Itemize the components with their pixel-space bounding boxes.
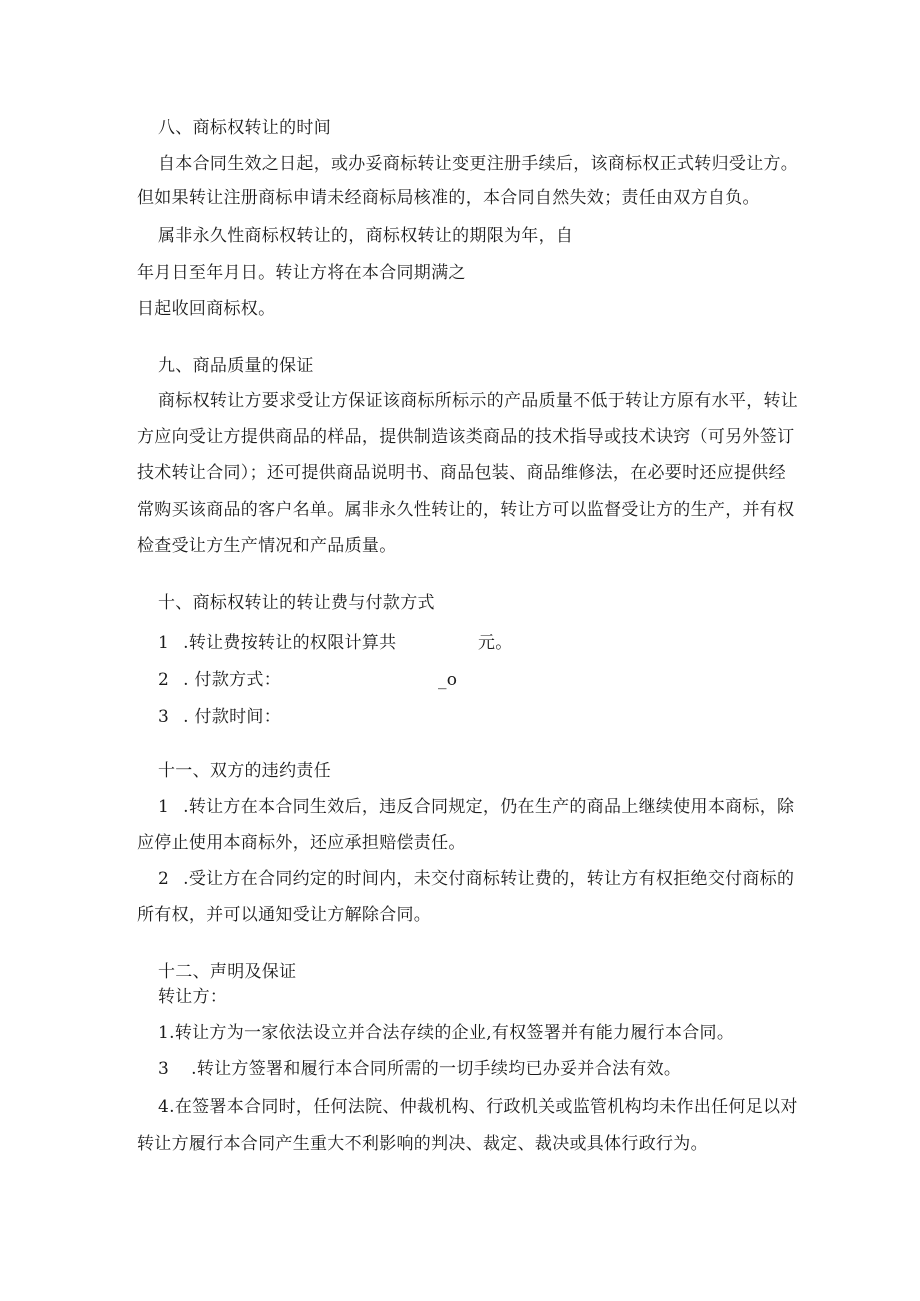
item-text: . 付款方式： (183, 670, 282, 690)
section-8-heading: 八、商标权转让的时间 (158, 118, 331, 138)
item-number: 1 (158, 633, 170, 653)
item-text: .转让方签署和履行本合同所需的一切手续均已办妥并合法有效。 (191, 1059, 682, 1079)
section-11-item1-line1 (158, 796, 794, 818)
section-8-para2-line1: 属非永久性商标权转让的，商标权转让的期限为年，自 (158, 226, 574, 246)
section-12-item3 (158, 1058, 681, 1080)
section-12-item1: 1.转让方为一家依法设立并合法存续的企业,有权签署并有能力履行本合同。 (158, 1023, 735, 1043)
section-10-item1 (158, 632, 396, 654)
item-number: 2 (158, 670, 170, 690)
section-9-heading: 九、商品质量的保证 (158, 356, 314, 376)
section-8-para2-line3: 日起收回商标权。 (137, 299, 276, 319)
section-10-item1-suffix: 元。 (478, 633, 513, 653)
section-9-line2: 方应向受让方提供商品的样品，提供制造该类商品的技术指导或技术诀窍（可另外签订 (137, 427, 795, 447)
section-12-heading: 十二、声明及保证 (158, 962, 297, 982)
item-number: 2 (158, 869, 170, 889)
section-11-item1-line2: 应停止使用本商标外，还应承担赔偿责任。 (137, 833, 466, 853)
section-9-line5: 检查受让方生产情况和产品质量。 (137, 536, 397, 556)
item-text: .转让费按转让的权限计算共 (183, 633, 397, 653)
item-text: . 付款时间： (183, 707, 282, 727)
section-8-para2-line2: 年月日至年月日。转让方将在本合同期满之 (137, 263, 466, 283)
section-10-heading: 十、商标权转让的转让费与付款方式 (158, 593, 435, 613)
section-8-para1-line1: 自本合同生效之日起，或办妥商标转让变更注册手续后，该商标权正式转归受让方。 (158, 154, 799, 174)
section-12-party-label: 转让方： (158, 987, 228, 1007)
section-9-line1: 商标权转让方要求受让方保证该商标所标示的产品质量不低于转让方原有水平，转让 (158, 391, 799, 411)
section-10-item3 (158, 706, 281, 728)
section-12-item4-line1: 4.在签署本合同时，任何法院、仲裁机构、行政机关或监管机构均未作出任何足以对 (158, 1097, 798, 1117)
item-text: .转让方在本合同生效后，违反合同规定，仍在生产的商品上继续使用本商标，除 (183, 797, 795, 817)
section-12-item4-line2: 转让方履行本合同产生重大不利影响的判决、裁定、裁决或具体行政行为。 (137, 1134, 708, 1154)
section-9-line4: 常购买该商品的客户名单。属非永久性转让的，转让方可以监督受让方的生产，并有权 (137, 500, 795, 520)
section-8-para1-line2: 但如果转让注册商标申请未经商标局核准的，本合同自然失效；责任由双方自负。 (137, 188, 760, 208)
item-number: 3 (158, 707, 170, 727)
item-text: .受让方在合同约定的时间内，未交付商标转让费的，转让方有权拒绝交付商标的 (183, 869, 795, 889)
section-10-item2-suffix: _o (438, 670, 458, 690)
section-11-heading: 十一、双方的违约责任 (158, 761, 331, 781)
item-number: 3 (158, 1059, 170, 1079)
section-10-item2 (158, 669, 281, 691)
section-9-line3: 技术转让合同）；还可提供商品说明书、商品包装、商品维修法，在必要时还应提供经 (137, 463, 786, 483)
section-11-item2-line2: 所有权，并可以通知受让方解除合同。 (137, 905, 432, 925)
item-number: 1 (158, 797, 170, 817)
section-11-item2-line1 (158, 868, 794, 890)
